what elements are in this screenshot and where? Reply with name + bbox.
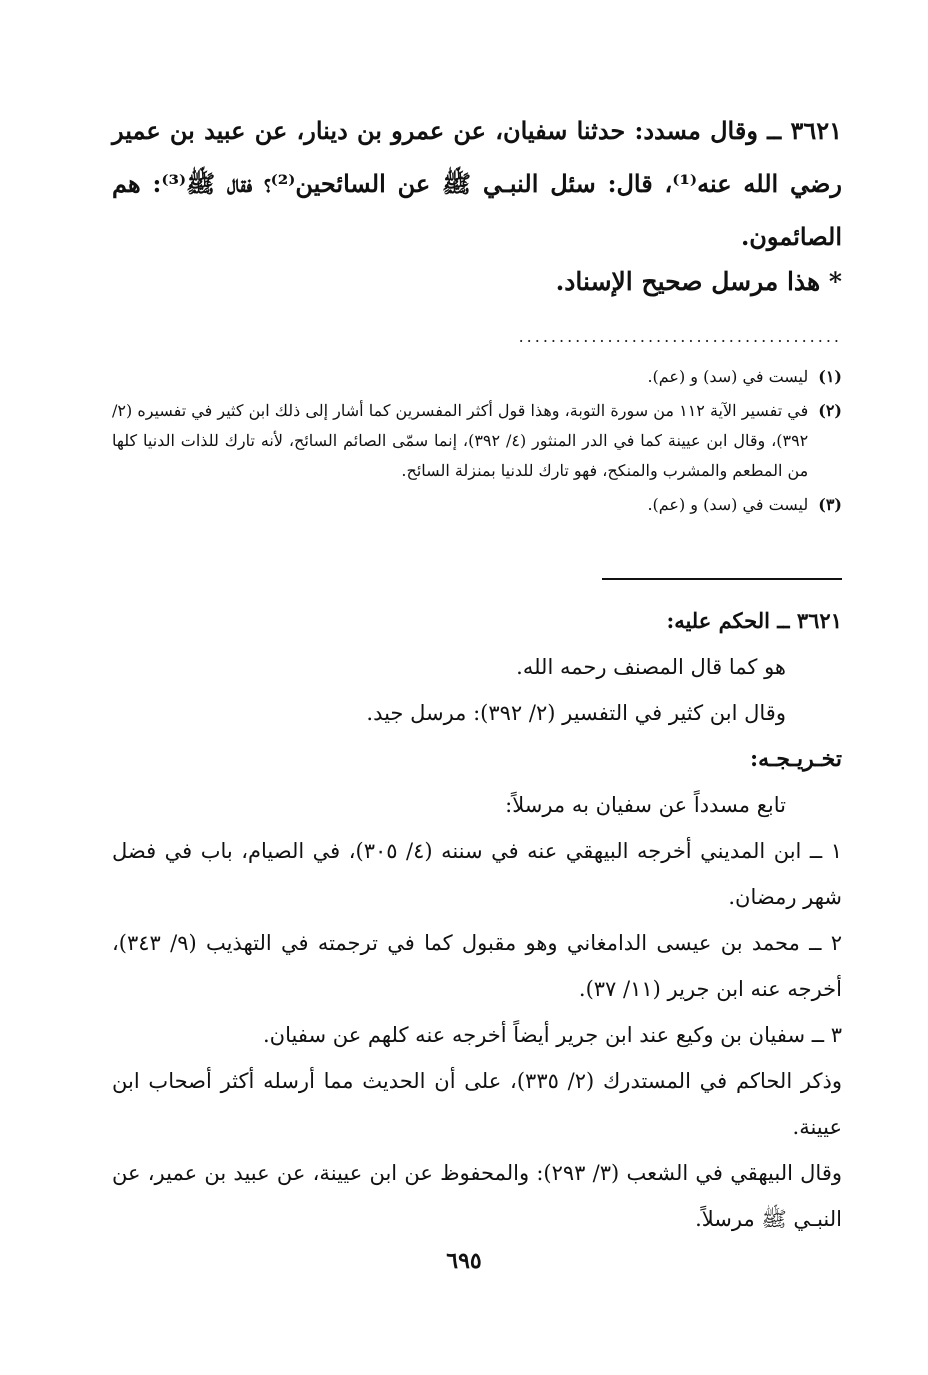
footnote-text: في تفسير الآية ١١٢ من سورة التوبة، وهذا قول أكثر المفسرين كما أشار إلى ذلك ابن كثير في تفسيره (٢/ ٣٩٢)، وقال ابن عيينة كما في الدر المنثور (٤/ ٣٩٢)، إنما سمّى الصائم السائح، لأنه تارك للذات الدنيا كلها من المطعم والمشرب والمنكح، فهو تارك للدنيا بمنزلة السائح. bbox=[112, 401, 809, 480]
footnotes bbox=[112, 362, 842, 524]
footnote-number: (٢) bbox=[818, 401, 842, 420]
footnote-3 bbox=[112, 490, 842, 520]
commentary-line: وقال ابن كثير في التفسير (٢/ ٣٩٢): مرسل جيد. bbox=[366, 701, 786, 725]
footnote-1 bbox=[112, 362, 842, 392]
commentary-line: هو كما قال المصنف رحمه الله. bbox=[516, 655, 786, 679]
footnote-number: (٣) bbox=[818, 495, 842, 514]
footnote-text: ليست في (سد) و (عم). bbox=[647, 367, 809, 386]
hadith-text: ٣٦٢١ ــ وقال مسدد: حدثنا سفيان، عن عمرو بن دينار، عن عبيد بن عمير رضي الله عنه⁽¹⁾، قال: سئل النبـي ﷺ عن السائحين⁽²⁾؟ فقال ﷺ⁽³⁾: هم الصائمون. bbox=[112, 116, 842, 251]
page-number: ٦٩٥ bbox=[446, 1248, 482, 1274]
section-divider bbox=[602, 578, 842, 580]
footnote-separator: ........................................ bbox=[518, 327, 842, 346]
commentary-paragraph: وذكر الحاكم في المستدرك (٢/ ٣٣٥)، على أن الحديث مما أرسله أكثر أصحاب ابن عيينة. bbox=[112, 1069, 843, 1139]
takhrij-item: ١ ــ ابن المديني أخرجه البيهقي عنه في سننه (٤/ ٣٠٥)، في الصيام، باب في فضل شهر رمضان. bbox=[112, 839, 842, 909]
footnote-number: (١) bbox=[818, 367, 842, 386]
commentary-paragraph: وقال البيهقي في الشعب (٣/ ٢٩٣): والمحفوظ عن ابن عيينة، عن عبيد بن عمير، عن النبـي ﷺ مرسلاً. bbox=[112, 1161, 842, 1231]
hadith-verdict: * هذا مرسل صحيح الإسناد. bbox=[555, 267, 842, 296]
takhrij-heading: تخـريـجـه: bbox=[749, 746, 842, 772]
commentary-line: تابع مسدداً عن سفيان به مرسلاً: bbox=[505, 793, 786, 817]
commentary-heading: ٣٦٢١ ــ الحكم عليه: bbox=[666, 608, 842, 633]
commentary-section bbox=[112, 598, 842, 1242]
footnote-2 bbox=[112, 396, 842, 486]
takhrij-item: ٢ ــ محمد بن عيسى الدامغاني وهو مقبول كما في ترجمته في التهذيب (٩/ ٣٤٣)، أخرجه عنه ابن جرير (١١/ ٣٧). bbox=[112, 931, 842, 1001]
footnote-text: ليست في (سد) و (عم). bbox=[647, 495, 809, 514]
takhrij-item: ٣ ــ سفيان بن وكيع عند ابن جرير أيضاً أخرجه عنه كلهم عن سفيان. bbox=[262, 1023, 842, 1047]
